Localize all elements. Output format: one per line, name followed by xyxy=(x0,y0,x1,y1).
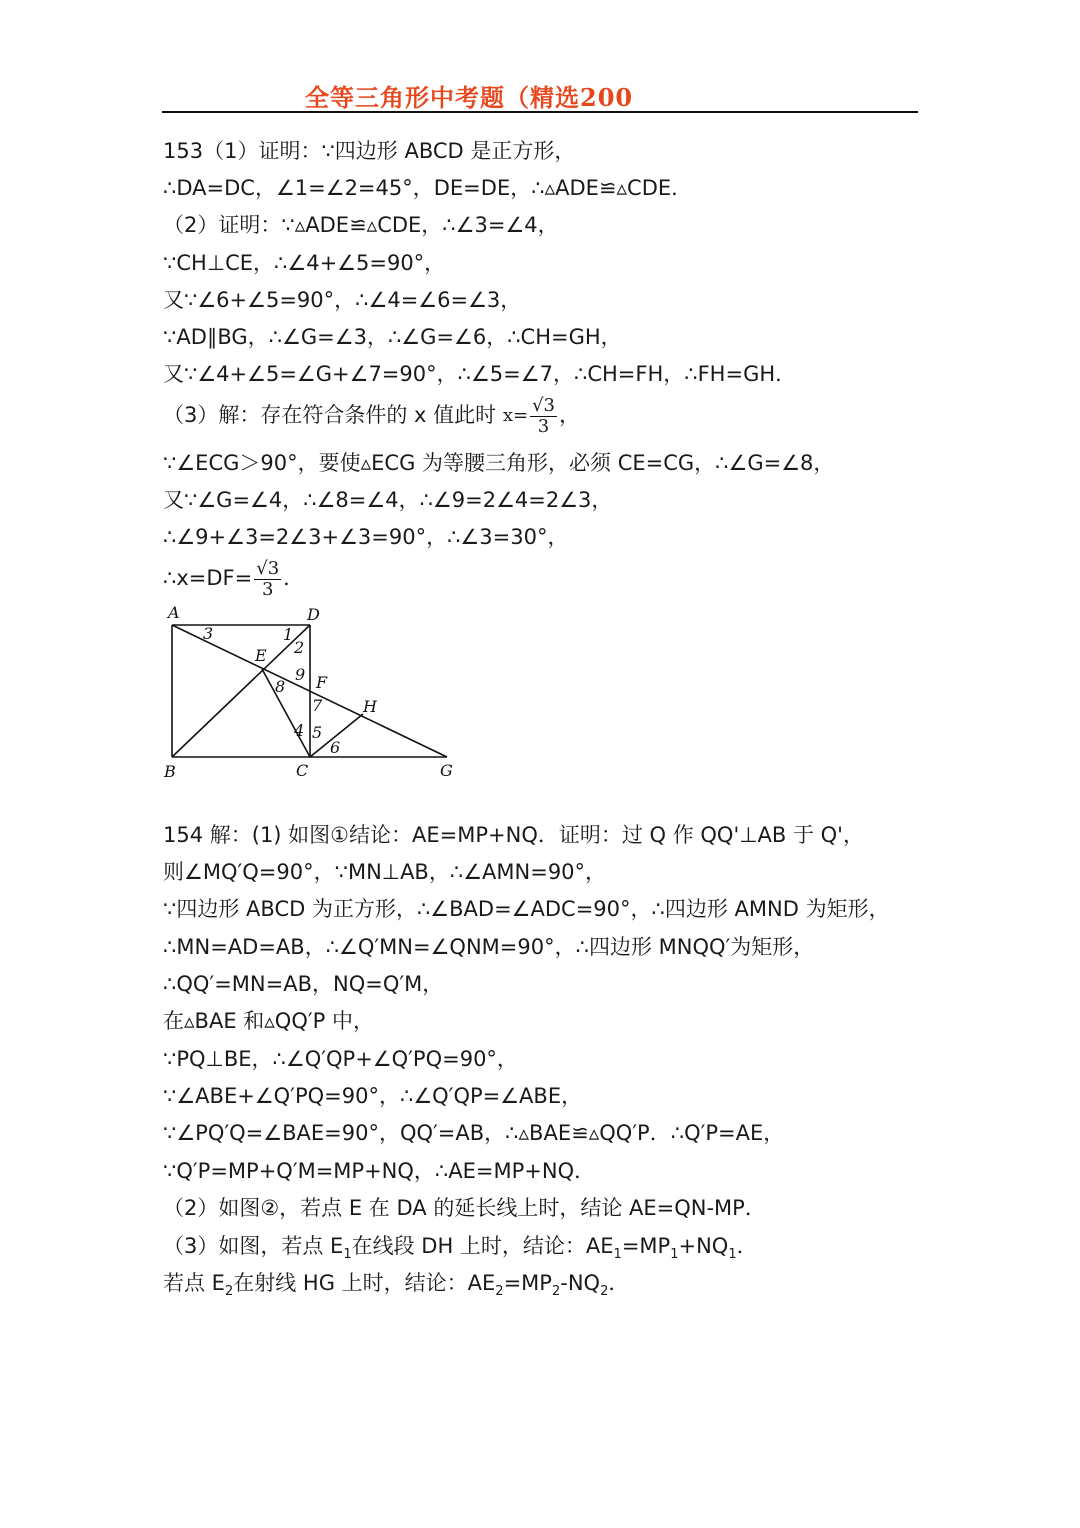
p153-line-9: ∵∠ECG＞90°，要使▵ECG 为等腰三角形，必须 CE=CG，∴∠G=∠8， xyxy=(163,451,835,475)
p153-line-3: （2）证明：∵▵ADE≌▵CDE，∴∠3=∠4， xyxy=(163,213,559,237)
subscript: 2 xyxy=(600,1284,609,1300)
p154-line-2: 则∠MQ′Q=90°，∵MN⊥AB，∴∠AMN=90°， xyxy=(163,860,607,884)
subscript: 1 xyxy=(670,1247,679,1263)
label-F: F xyxy=(316,673,328,692)
p154-l13-b: 在射线 HG 上时，结论：AE xyxy=(233,1271,496,1295)
p154-l12-c: =MP xyxy=(621,1234,671,1258)
p153-line-2: ∴DA=DC，∠1=∠2=45°，DE=DE，∴▵ADE≌▵CDE． xyxy=(163,176,693,200)
p153-line-8-text: （3）解：存在符合条件的 x 值此时 xyxy=(163,403,497,427)
p153-line-8-comma: ， xyxy=(558,403,580,427)
subscript: 2 xyxy=(224,1284,234,1300)
p153-line-8 xyxy=(163,394,580,437)
p153-line-12-end: ． xyxy=(283,566,305,590)
p154-line-6: 在▵BAE 和▵QQ′P 中， xyxy=(163,1009,374,1033)
sqrt3-over-3-fraction-2 xyxy=(254,559,281,600)
p154-l12-e: ． xyxy=(736,1234,758,1258)
subscript: 1 xyxy=(343,1247,352,1263)
p153-line-1: 153（1）证明：∵四边形 ABCD 是正方形， xyxy=(163,139,576,163)
p153-line-8-x: x= xyxy=(502,405,529,426)
p153-line-5: 又∵∠6+∠5=90°，∴∠4=∠6=∠3， xyxy=(163,288,522,312)
diagonal-bd xyxy=(172,625,310,757)
p154-l13-d: -NQ xyxy=(560,1271,601,1295)
angle-label-1: 1 xyxy=(283,625,294,644)
p154-l13-c: =MP xyxy=(503,1271,552,1295)
p154-l12-b: 在线段 DH 上时，结论：AE xyxy=(351,1234,614,1258)
p154-line-13 xyxy=(163,1269,629,1306)
p153-line-4: ∵CH⊥CE，∴∠4+∠5=90°， xyxy=(163,251,446,275)
p154-line-8: ∵∠ABE+∠Q′PQ=90°，∴∠Q′QP=∠ABE， xyxy=(163,1084,583,1108)
angle-label-5: 5 xyxy=(312,723,323,742)
angle-label-4: 4 xyxy=(294,721,305,740)
label-E: E xyxy=(255,646,267,665)
p154-l13-e: ． xyxy=(608,1271,630,1295)
angle-label-2: 2 xyxy=(294,638,305,657)
p153-line-12 xyxy=(163,556,304,600)
p154-line-11: （2）如图②，若点 E 在 DA 的延长线上时，结论 AE=QN-MP． xyxy=(163,1196,766,1220)
fraction-numerator: √3 xyxy=(256,557,280,579)
angle-label-9: 9 xyxy=(295,665,306,684)
page-title: 全等三角形中考题（精选200 xyxy=(305,83,634,112)
p154-line-4: ∴MN=AD=AB，∴∠Q′MN=∠QNM=90°，∴四边形 MNQQ′为矩形， xyxy=(163,935,815,959)
p154-line-3: ∵四边形 ABCD 为正方形，∴∠BAD=∠ADC=90°，∴四边形 AMND 为矩形， xyxy=(163,897,890,921)
subscript: 1 xyxy=(728,1247,737,1263)
p153-line-12-text: ∴x=DF= xyxy=(163,566,253,590)
angle-label-3: 3 xyxy=(203,624,214,643)
angle-label-6: 6 xyxy=(330,738,341,757)
p153-line-11: ∴∠9+∠3=2∠3+∠3=90°，∴∠3=30°， xyxy=(163,525,569,549)
p154-line-10: ∵Q′P=MP+Q′M=MP+NQ，∴AE=MP+NQ． xyxy=(163,1159,596,1183)
header-divider xyxy=(162,111,918,113)
fraction-numerator: √3 xyxy=(532,394,555,416)
fraction-denominator: 3 xyxy=(261,578,274,600)
angle-label-8: 8 xyxy=(275,677,286,696)
p154-l13-a: 若点 E xyxy=(163,1271,225,1295)
geometry-figure xyxy=(162,600,462,785)
p153-line-10: 又∵∠G=∠4，∴∠8=∠4，∴∠9=2∠4=2∠3， xyxy=(163,488,613,512)
label-B: B xyxy=(164,762,176,781)
angle-label-7: 7 xyxy=(312,696,323,715)
p154-l12-a: （3）如图，若点 E xyxy=(163,1234,344,1258)
label-H: H xyxy=(363,697,377,716)
p153-line-6: ∵AD∥BG，∴∠G=∠3，∴∠G=∠6，∴CH=GH， xyxy=(163,325,622,349)
p154-line-7: ∵PQ⊥BE，∴∠Q′QP+∠Q′PQ=90°， xyxy=(163,1047,518,1071)
sqrt3-over-3-fraction xyxy=(530,396,557,437)
label-G: G xyxy=(440,761,453,780)
subscript: 1 xyxy=(613,1247,622,1263)
label-C: C xyxy=(296,761,309,780)
label-A: A xyxy=(168,603,180,622)
p154-line-12 xyxy=(163,1232,758,1269)
subscript: 2 xyxy=(551,1284,561,1300)
p154-line-9: ∵∠PQ′Q=∠BAE=90°，QQ′=AB，∴▵BAE≌▵QQ′P．∴Q′P=AE， xyxy=(163,1121,785,1145)
label-D: D xyxy=(307,605,320,624)
p154-line-5: ∴QQ′=MN=AB，NQ=Q′M， xyxy=(163,972,444,996)
fraction-denominator: 3 xyxy=(537,415,550,437)
subscript: 2 xyxy=(495,1284,504,1300)
p154-line-1: 154 解：(1) 如图①结论：AE=MP+NQ．证明：过 Q 作 QQ'⊥AB 于 Q'， xyxy=(163,823,864,847)
p153-line-7: 又∵∠4+∠5=∠G+∠7=90°，∴∠5=∠7，∴CH=FH，∴FH=GH． xyxy=(163,362,797,386)
p154-l12-d: +NQ xyxy=(678,1234,729,1258)
